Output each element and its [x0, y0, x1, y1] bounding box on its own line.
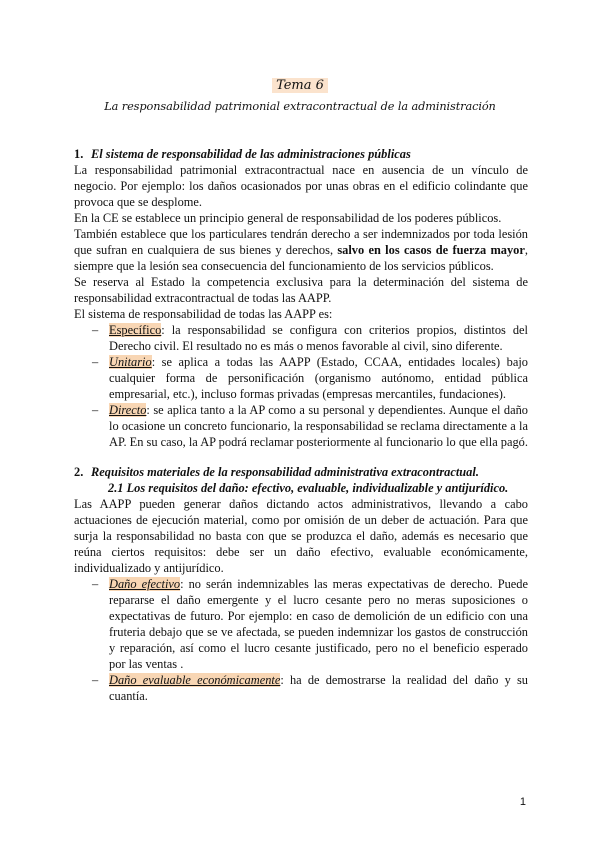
- section-1-paragraph-4: Se reserva al Estado la competencia exclusiva para la determinación del sistema de responsabilidad extracontractual de todas las AAPP.: [74, 275, 528, 305]
- term-directo: Directo: [109, 403, 147, 417]
- list-item: – Daño evaluable económicamente: ha de demostrarse la realidad del daño y su cuantía.: [92, 673, 529, 703]
- item-text: : la responsabilidad se configura con criterios propios, distintos del Derecho civil. El resultado no es más o menos favorable al civil, sino diferente.: [109, 323, 528, 353]
- list-item: – Directo: se aplica tanto a la AP como a su personal y dependientes. Aunque el daño lo ocasione un concreto funcionario, la responsabilidad se reclama directamente a la AP. En su caso, la AP podrá reclamar posteriormente al funcionario lo que ella pagó.: [92, 403, 528, 449]
- page-subtitle: La responsabilidad patrimonial extracontractual de la administración: [104, 100, 496, 113]
- section-1-heading-text: El sistema de responsabilidad de las administraciones públicas: [91, 147, 411, 161]
- item-text: : se aplica tanto a la AP como a su personal y dependientes. Aunque el daño lo ocasione un concreto funcionario, la responsabilidad se reclama directamente a la AP. En su caso, la AP podrá reclamar posteriormente al funcionario lo que ella pagó.: [109, 403, 528, 449]
- term-especifico: Específico: [109, 323, 162, 337]
- p3-text-before: También establece que los particulares tendrán derecho a ser indemnizados por toda lesión que sufran en cualquiera de sus bienes y derechos,: [74, 227, 528, 257]
- section-1-list: [74, 322, 528, 450]
- section-1-paragraph-5: El sistema de responsabilidad de todas las AAPP es:: [74, 307, 333, 321]
- section-1-number: 1.: [74, 147, 84, 161]
- section-1-heading: [74, 146, 528, 162]
- page-number: 1: [519, 796, 526, 808]
- title-wrap: [0, 76, 600, 94]
- section-2-paragraph-1: Las AAPP pueden generar daños dictando actos administrativos, llevando a cabo actuaciones de ejecución material, como por omisión de un deber de actuación. Para que surja la responsabilidad no basta con que se produzca el daño, además es necesario que reúna ciertos requisitos: debe ser un daño efectivo, evaluable económicamente, individualizado y antijurídico.: [74, 497, 528, 575]
- item-text: : no serán indemnizables las meras expectativas de derecho. Puede repararse el daño emergente y el lucro cesante pero no meras suposiciones o expectativas de futuro. Por ejemplo: en caso de demolición de un edificio con una fruteria debajo que se ve afectada, se pueden indemnizar los gastos de construcción y reparación, así como el lucro cesante justificado, pero no el beneficio esperado por las ventas .: [109, 577, 528, 671]
- term-unitario: Unitario: [109, 355, 152, 369]
- list-item: – Daño efectivo: no serán indemnizables las meras expectativas de derecho. Puede repararse el daño emergente y el lucro cesante pero no meras suposiciones o expectativas de futuro. Por ejemplo: en caso de demolición de un edificio con una fruteria debajo que se ve afectada, se pueden indemnizar los gastos de construcción y reparación, así como el lucro cesante justificado, pero no el beneficio esperado por las ventas .: [92, 577, 528, 671]
- section-2-heading: [74, 464, 528, 480]
- document-body: [74, 146, 528, 704]
- section-1-paragraph-3: [74, 226, 528, 274]
- section-2-heading-text: Requisitos materiales de la responsabilidad administrativa extracontractual.: [91, 465, 479, 479]
- term-dano-evaluable: Daño evaluable económicamente: [109, 673, 281, 687]
- section-1-paragraph-1: La responsabilidad patrimonial extracontractual nace en ausencia de un vínculo de negocio. Por ejemplo: los daños ocasionados por unas obras en el edificio colindante que provoca que se desplome.: [74, 163, 528, 209]
- p3-bold-text: salvo en los casos de fuerza mayor: [337, 243, 525, 257]
- section-2-list: [74, 576, 528, 704]
- section-2-number: 2.: [74, 465, 84, 479]
- item-text: : ha de demostrarse la realidad del daño y su cuantía.: [109, 673, 529, 703]
- section-2-1-heading: 2.1 Los requisitos del daño: efectivo, evaluable, individualizable y antijurídico.: [108, 481, 509, 495]
- p3-text-after: , siempre que la lesión sea consecuencia del funcionamiento de los servicios públicos.: [74, 243, 528, 273]
- list-item: – Específico: la responsabilidad se configura con criterios propios, distintos del Derecho civil. El resultado no es más o menos favorable al civil, sino diferente.: [92, 323, 528, 353]
- item-text: : se aplica a todas las AAPP (Estado, CCAA, entidades locales) bajo cualquier forma de personificación (organismo autónomo, entidad pública empresarial, etc.), incluso formas privadas (empresas mercantiles, fundaciones).: [109, 355, 528, 401]
- list-item: – Unitario: se aplica a todas las AAPP (Estado, CCAA, entidades locales) bajo cualquier forma de personificación (organismo autónomo, entidad pública empresarial, etc.), incluso formas privadas (empresas mercantiles, fundaciones).: [92, 355, 528, 401]
- section-1-paragraph-2: En la CE se establece un principio general de responsabilidad de los poderes públicos.: [74, 211, 502, 225]
- term-dano-efectivo: Daño efectivo: [109, 577, 181, 591]
- page-title: Tema 6: [272, 78, 328, 93]
